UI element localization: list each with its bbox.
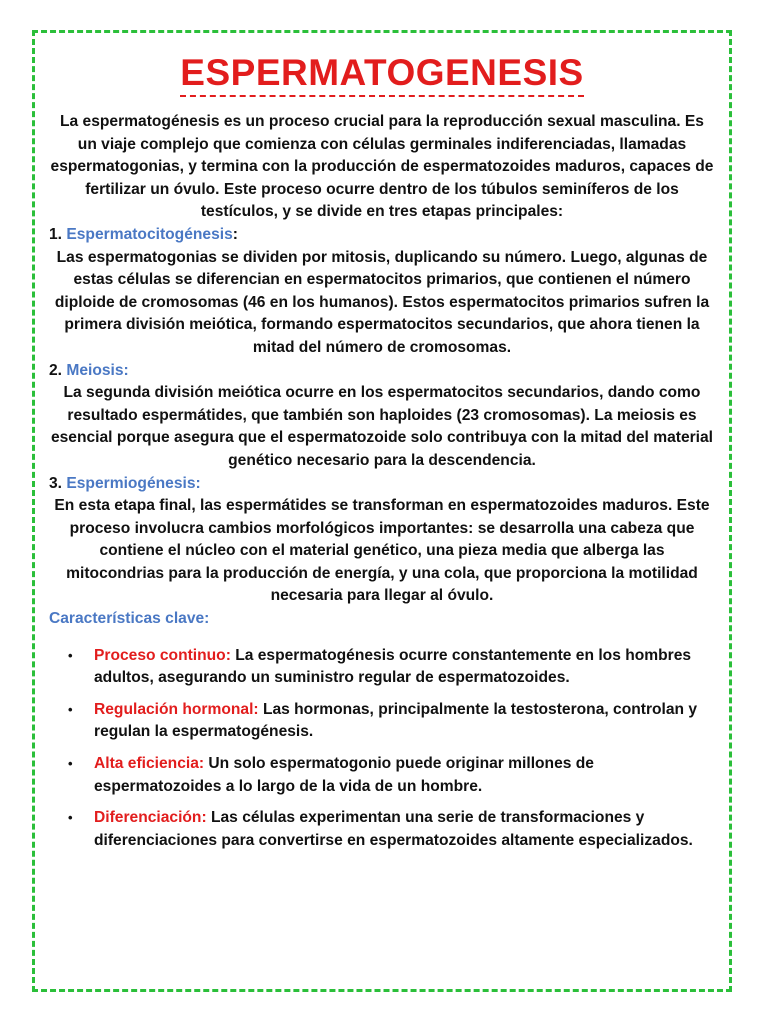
feature-label: Alta eficiencia: (94, 755, 205, 773)
feature-text: Un solo espermatogonio puede originar millones de espermatozoides a lo largo de la vida de un hombre. (94, 755, 594, 795)
page-title (35, 51, 729, 97)
bullet-icon: • (68, 701, 73, 717)
stage-1 (49, 224, 715, 360)
bullet-icon: • (68, 810, 73, 826)
stage-2 (49, 360, 715, 473)
stage-1-text: Las espermatogonias se dividen por mitosis, duplicando su número. Luego, algunas de estas células se diferencian en espermatocitos primarios, que contienen el número diploide de cromosomas (46 en los humanos). Estos espermatocitos primarios sufren la primera división meiótica, formando espermatocitos secundarios, que ahora tienen la mitad del número de cromosomas. (54, 248, 710, 356)
feature-label: Diferenciación: (94, 809, 207, 827)
stage-1-heading (49, 224, 715, 247)
page-title-text: ESPERMATOGENESIS (180, 51, 583, 97)
feature-label: Regulación hormonal: (94, 700, 259, 718)
feature-text: La espermatogénesis ocurre constantemente en los hombres adultos, asegurando un suministro regular de espermatozoides. (94, 646, 692, 687)
features-heading: Características clave: (49, 610, 210, 628)
stage-2-heading (49, 360, 715, 383)
feature-item (49, 645, 715, 690)
stage-3-text: En esta etapa final, las espermátides se transforman en espermatozoides maduros. Este proceso involucra cambios morfológicos importantes: se desarrolla una cabeza que contiene el núcleo con el material genético, una pieza media que alberga las mitocondrias para la producción de energía, y una cola, que proporciona la motilidad necesaria para llegar al óvulo. (54, 497, 710, 605)
stage-2-text: La segunda división meiótica ocurre en los espermatocitos secundarios, dando como resultado espermátides, que también son haploides (23 cromosomas). La meiosis es esencial porque asegura que el espermatozoide solo contribuya con la mitad del material genético necesario para la descendencia. (50, 384, 714, 469)
feature-item (49, 807, 715, 852)
stage-3 (49, 473, 715, 609)
bullet-icon: • (68, 647, 73, 663)
feature-item (49, 753, 715, 798)
stage-1-name: Espermatocitogénesis (66, 225, 233, 243)
stage-3-number: 3. (49, 474, 63, 492)
document-frame (32, 30, 732, 992)
feature-text: Las células experimentan una serie de transformaciones y diferenciaciones para convertirse en espermatozoides altamente especializados. (94, 809, 693, 849)
stage-3-heading (49, 473, 715, 496)
stage-3-name: Espermiogénesis: (66, 474, 201, 492)
feature-item (49, 699, 715, 744)
stage-1-number: 1. (49, 225, 63, 243)
feature-text: Las hormonas, principalmente la testosterona, controlan y regulan la espermatogénesis. (94, 700, 698, 741)
stage-2-name: Meiosis: (66, 361, 129, 379)
bullet-icon: • (68, 756, 73, 772)
stage-2-number: 2. (49, 361, 63, 379)
feature-label: Proceso continuo: (94, 646, 231, 664)
features-list (49, 645, 715, 853)
stage-1-suffix: : (232, 225, 238, 243)
document-body (35, 97, 729, 852)
intro-paragraph: La espermatogénesis es un proceso crucial para la reproducción sexual masculina. Es un viaje complejo que comienza con células germinales indiferenciadas, llamadas espermatogonias, y termina con la producción de espermatozoides maduros, capaces de fertilizar un óvulo. Este proceso ocurre dentro de los túbulos seminíferos de los testículos, y se divide en tres etapas principales: (50, 113, 714, 221)
